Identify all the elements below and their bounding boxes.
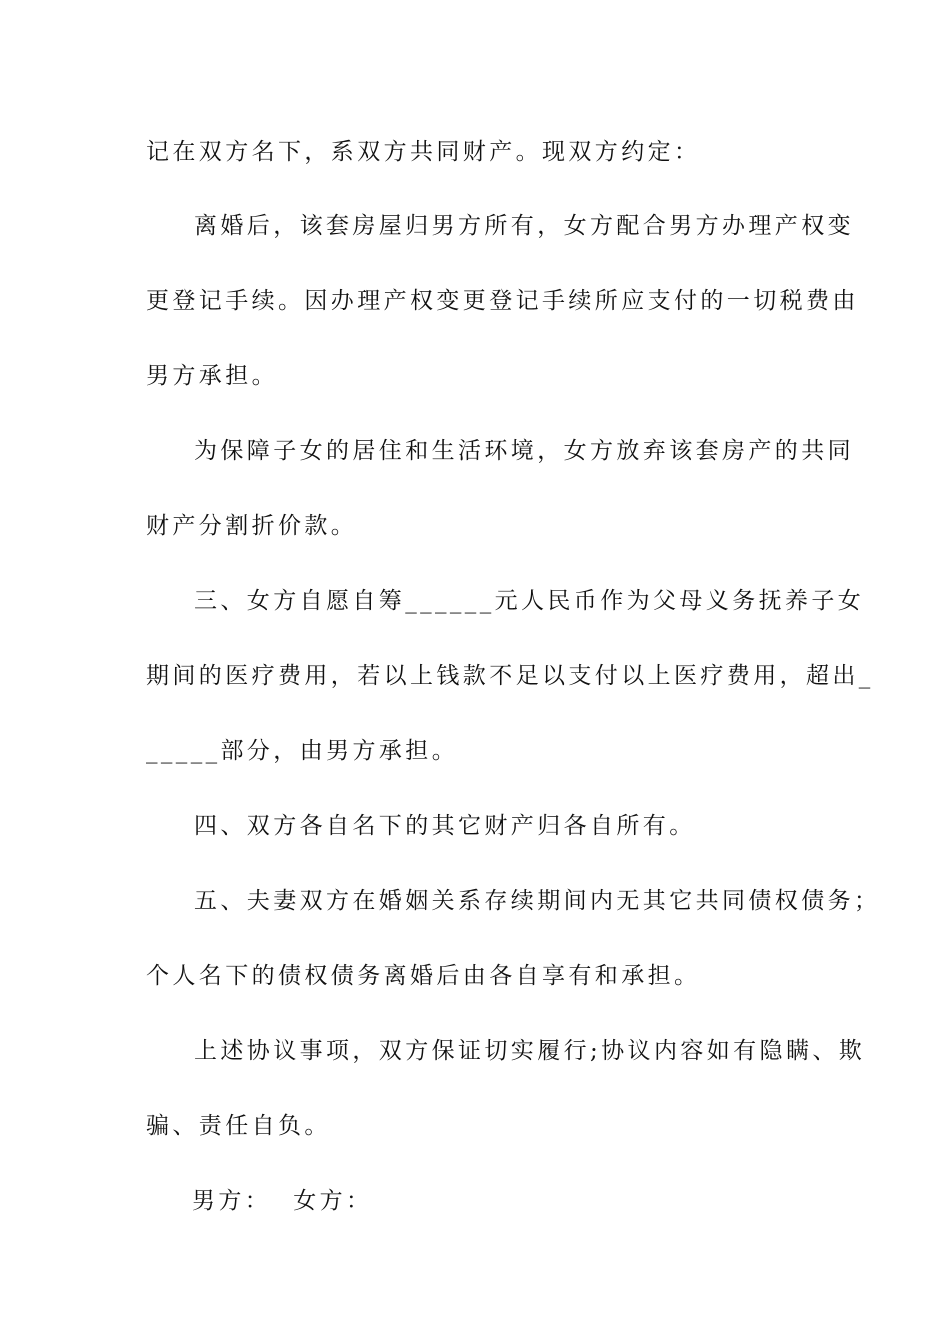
text-line-3: 更登记手续。因办理产权变更登记手续所应支付的一切税费由 xyxy=(146,288,859,314)
text-line-11: 五、夫妻双方在婚姻关系存续期间内无其它共同债权债务； xyxy=(194,888,881,914)
text-line-10: 四、双方各自名下的其它财产归各自所有。 xyxy=(194,813,696,839)
text-line-6: 财产分割折价款。 xyxy=(146,513,358,539)
text-line-8: 期间的医疗费用，若以上钱款不足以支付以上医疗费用，超出_ xyxy=(146,663,874,689)
text-line-1: 记在双方名下，系双方共同财产。现双方约定： xyxy=(146,139,701,165)
text-line-14: 骗、责任自负。 xyxy=(146,1113,331,1139)
text-line-7: 三、女方自愿自筹______元人民币作为父母义务抚养子女 xyxy=(194,588,865,614)
text-line-12: 个人名下的债权债务离婚后由各自享有和承担。 xyxy=(146,963,701,989)
male-signature-label: 男方： xyxy=(192,1188,272,1214)
female-signature-label: 女方： xyxy=(293,1188,373,1214)
text-line-13: 上述协议事项，双方保证切实履行;协议内容如有隐瞒、欺 xyxy=(194,1038,866,1064)
signature-line xyxy=(192,1186,852,1216)
text-line-5: 为保障子女的居住和生活环境，女方放弃该套房产的共同 xyxy=(194,438,854,464)
text-line-9: _____部分，由男方承担。 xyxy=(146,738,459,764)
text-line-2: 离婚后，该套房屋归男方所有，女方配合男方办理产权变 xyxy=(194,213,854,239)
text-line-4: 男方承担。 xyxy=(146,363,278,389)
